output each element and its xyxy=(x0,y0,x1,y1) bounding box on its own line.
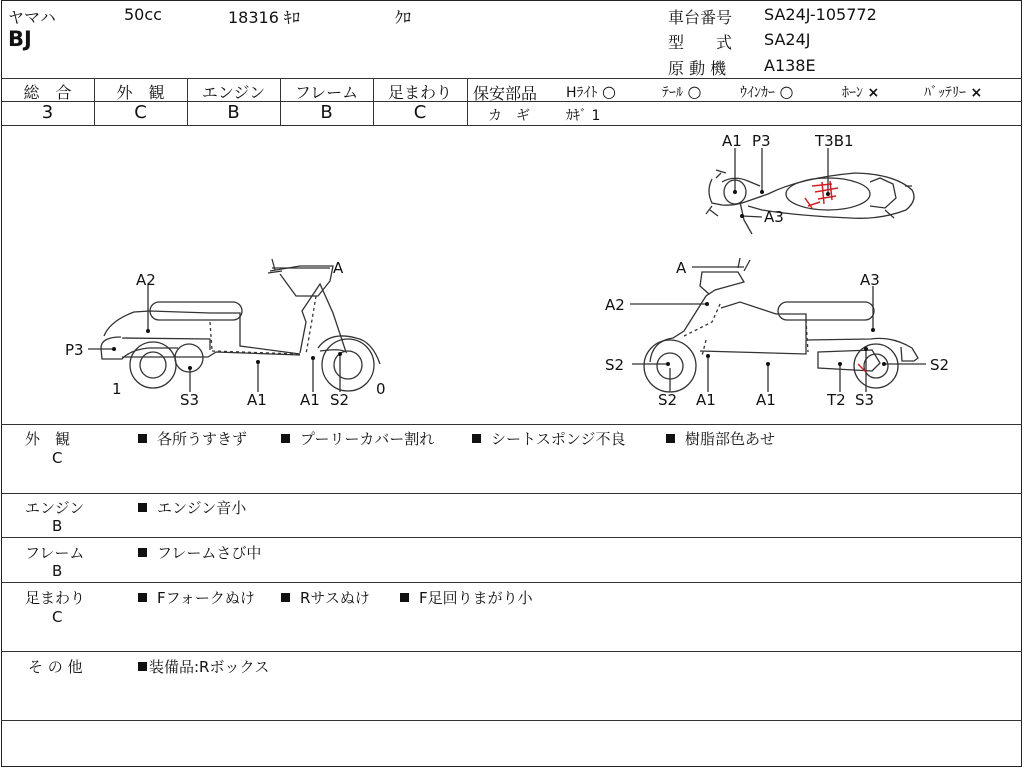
label-left-1: 1 xyxy=(112,380,122,398)
label-left-a1: A1 xyxy=(247,391,267,409)
grade-engine-label: エンジン xyxy=(201,83,266,102)
maker: ヤマハ xyxy=(8,8,56,27)
safety-item-horn: ﾎｰﾝ × xyxy=(842,85,880,101)
diagram-labels xyxy=(65,132,949,409)
safety-item-tail: ﾃｰﾙ ○ xyxy=(662,82,702,101)
note-item: エンジン音小 xyxy=(138,497,246,518)
grade-frame-label: フレーム xyxy=(294,83,359,102)
note-item: 樹脂部色あせ xyxy=(666,428,775,449)
inspection-diagram xyxy=(0,126,1022,424)
label-right-a: A xyxy=(676,259,687,277)
note-item: 装備品:Rボックス xyxy=(138,656,269,677)
mileage: 18316 ｷﾛ xyxy=(228,8,300,27)
scooter-top-view xyxy=(706,170,914,234)
label-right-s2: S2 xyxy=(658,391,678,409)
label-right-a1-2: A1 xyxy=(756,391,776,409)
section-grade: C xyxy=(52,449,63,467)
label-right-s2-front: S2 xyxy=(605,356,625,374)
engine-model-label: 原 動 機 xyxy=(668,59,727,78)
section-title: 外 観 xyxy=(25,430,71,448)
frame-number-value: SA24J-105772 xyxy=(764,5,877,24)
body-color: ｸﾛ xyxy=(395,8,412,27)
model-type-value: SA24J xyxy=(764,30,811,49)
engine-model-value: A138E xyxy=(764,56,816,75)
section-grade: C xyxy=(52,608,63,626)
section-title: エンジン xyxy=(25,499,85,517)
note-item: Fフォークぬけ xyxy=(138,587,255,608)
safety-item-battery: ﾊﾞｯﾃﾘｰ × xyxy=(924,85,983,101)
note-item: プーリーカバー割れ xyxy=(281,428,434,449)
section-grade: B xyxy=(52,517,63,535)
label-right-a2: A2 xyxy=(605,296,625,314)
key-value: ｶｷﾞ 1 xyxy=(566,108,601,124)
note-item: シートスポンジ不良 xyxy=(472,428,625,449)
safety-label: 保安部品 xyxy=(473,84,538,103)
grade-engine-value: B xyxy=(227,102,240,123)
grade-frame-value: B xyxy=(320,102,333,123)
section-title: 足まわり xyxy=(25,589,86,607)
note-item: フレームさび中 xyxy=(138,542,261,563)
note-item: 各所うすきず xyxy=(138,428,247,449)
note-item: Rサスぬけ xyxy=(281,587,370,608)
note-item: F足回りまがり小 xyxy=(400,587,533,608)
label-right-t2: T2 xyxy=(827,391,846,409)
label-left-p3: P3 xyxy=(65,341,84,359)
label-left-0: 0 xyxy=(376,380,386,398)
pointer-lines xyxy=(88,148,926,392)
section-title: そ の 他 xyxy=(28,658,83,676)
section-grade: B xyxy=(52,562,63,580)
label-left-a1-2: A1 xyxy=(300,391,320,409)
grade-total-label: 総 合 xyxy=(23,83,72,102)
model-name: BJ xyxy=(8,27,32,51)
label-top-a3: A3 xyxy=(764,208,784,226)
grade-exterior-label: 外 観 xyxy=(116,83,165,102)
safety-item-winker: ｳｲﾝｶｰ ○ xyxy=(740,82,794,101)
label-left-a: A xyxy=(333,259,344,277)
label-left-a2: A2 xyxy=(136,271,156,289)
label-right-s3: S3 xyxy=(855,391,875,409)
frame-number-label: 車台番号 xyxy=(668,8,733,27)
grade-suspension-label: 足まわり xyxy=(387,83,452,102)
label-top-a1: A1 xyxy=(722,132,742,150)
grade-suspension-value: C xyxy=(413,102,427,123)
label-left-s3: S3 xyxy=(180,391,200,409)
section-title: フレーム xyxy=(25,544,85,562)
label-top-p3: P3 xyxy=(752,132,771,150)
label-top-t3b1: T3B1 xyxy=(815,132,854,150)
displacement: 50cc xyxy=(124,5,162,24)
grade-total-value: 3 xyxy=(41,102,54,123)
label-right-a1: A1 xyxy=(696,391,716,409)
key-label: カ ギ xyxy=(488,108,530,124)
label-right-s2-rear: S2 xyxy=(930,356,950,374)
label-right-a3: A3 xyxy=(860,271,880,289)
grade-exterior-value: C xyxy=(134,102,147,123)
safety-item-headlight: Hﾗｲﾄ ○ xyxy=(566,82,616,101)
label-left-s2: S2 xyxy=(330,391,350,409)
model-type-label: 型 式 xyxy=(668,33,733,52)
